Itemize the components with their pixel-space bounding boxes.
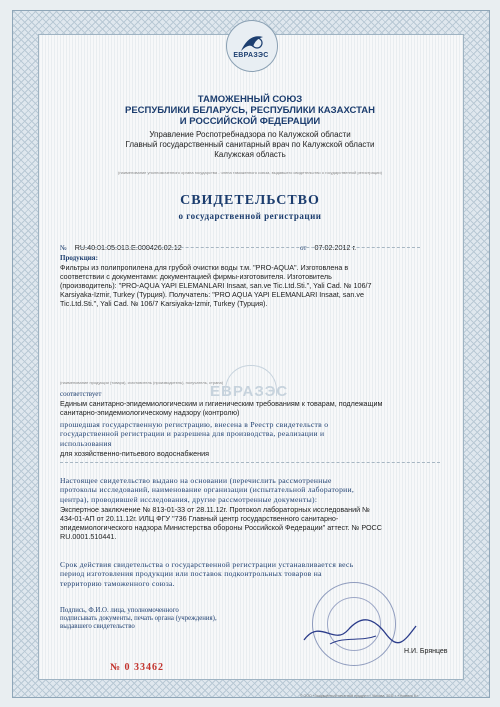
signature-caption-line: подписывать документы, печать органа (учреждения), bbox=[60, 615, 217, 622]
certificate-number-row bbox=[60, 237, 182, 255]
date-label: от bbox=[300, 244, 307, 252]
registry-line: использования bbox=[60, 438, 112, 448]
requirements-line: Единым санитарно-эпидемиологическим и гигиеническим требованиям к товарам, подлежащим bbox=[60, 399, 383, 408]
certificate-number: RU.40.01.05.013.Е.000426.02.12 bbox=[74, 243, 182, 252]
registry-line: прошедшая государственную регистрацию, внесена в Реестр свидетельств о bbox=[60, 420, 329, 429]
signature-caption bbox=[60, 607, 217, 631]
authority-line-2: Главный государственный санитарный врач по Калужской области bbox=[125, 140, 375, 149]
product-heading: Продукция: bbox=[60, 254, 98, 262]
number-label: № bbox=[60, 244, 67, 252]
certificate-subtitle: о государственной регистрации bbox=[178, 211, 322, 221]
basis-detail-line: эпидемиологического надзора Министерства обороны Российской Федерации" аттест. № РОСС bbox=[60, 523, 382, 532]
header-line-3: И РОССИЙСКОЙ ФЕДЕРАЦИИ bbox=[179, 116, 321, 127]
eurasec-emblem bbox=[226, 20, 278, 72]
basis-detail-line: Экспертное заключение № 813-01-33 от 28.11.12г. Протокол лабораторных исследований № bbox=[60, 505, 370, 514]
registry-statement bbox=[60, 420, 460, 448]
printer-footer: © ООО «Защищённый печатный продукт» г. Москва, 2011 г. «Уровень Б» bbox=[300, 694, 419, 698]
registry-line: государственной регистрации и разрешена для производства, реализации и bbox=[60, 429, 325, 439]
basis-detail-line: RU.0001.510441. bbox=[60, 532, 117, 541]
basis-detail-line: 434-01-АП от 20.11.12г. ИЛЦ ФГУ "736 Главный центр государственного санитарно- bbox=[60, 514, 339, 523]
signatory-name: Н.И. Брянцев bbox=[404, 648, 448, 655]
certificate-date: 07.02.2012 г. bbox=[314, 243, 357, 252]
basis-line: Настоящее свидетельство выдано на основании (перечислить рассмотренные bbox=[60, 476, 332, 485]
basis-line: протоколы исследований, наименование организации (испытательной лаборатории, bbox=[60, 485, 355, 495]
product-line: соответствии с документами: документацией фирмы-изготовителя. Изготовитель bbox=[60, 272, 332, 281]
header-line-1: ТАМОЖЕННЫЙ СОЮЗ bbox=[197, 94, 303, 105]
requirements-line: санитарно-эпидемиологическому надзору (контролю) bbox=[60, 408, 240, 417]
validity-line: период изготовления продукции или поставок подконтрольных товаров на bbox=[60, 569, 322, 579]
number-rule bbox=[80, 247, 420, 248]
product-line: Tic.Ltd.Sti.", Yali Cad. № 106/7 Karsiyaka-Izmir, Turkey (Турция). bbox=[60, 299, 268, 308]
basis-line: центра), проводившей исследования, другие рассмотренные документы): bbox=[60, 494, 318, 504]
signature-caption-line: выдавшего свидетельство bbox=[60, 623, 135, 630]
basis-documents bbox=[60, 505, 460, 541]
authority-line-3: Калужская область bbox=[214, 150, 286, 159]
product-line: Karsiyaka-Izmir, Turkey (Турция). Получатель: "PRO AQUA YAPI ELEMANLARI Insaat, san.ve bbox=[60, 290, 364, 299]
authority-note: (наименование уполномоченного органа государства - члена таможенного союза, выдавшего свидетельство о государственной регистрации) bbox=[118, 170, 382, 175]
watermark: ЕВРАЗЭС bbox=[210, 383, 289, 400]
header-line-2: РЕСПУБЛИКИ БЕЛАРУСЬ, РЕСПУБЛИКИ КАЗАХСТАН bbox=[124, 105, 376, 116]
authority-line-1: Управление Роспотребнадзора по Калужской области bbox=[149, 130, 351, 139]
basis-statement bbox=[60, 476, 460, 504]
customs-union-header bbox=[40, 94, 460, 127]
form-serial-number: № 0 33462 bbox=[110, 662, 165, 673]
certificate-title: СВИДЕТЕЛЬСТВО bbox=[180, 193, 320, 208]
validity-line: Срок действия свидетельства о государственной регистрации устанавливается весь bbox=[60, 560, 354, 569]
product-line: Фильтры из полипропилена для грубой очистки воды т.м. "PRO-AQUA". Изготовлена в bbox=[60, 263, 349, 272]
issuing-authority bbox=[40, 130, 460, 160]
emblem-label: ЕВРАЗЭС bbox=[233, 52, 269, 59]
signature-caption-line: Подпись, Ф.И.О. лица, уполномоченного bbox=[60, 607, 179, 614]
validity-line: территорию таможенного союза. bbox=[60, 578, 175, 588]
product-note: (наименование продукции (товара), изготовитель (производитель), получатель, страна) bbox=[60, 380, 224, 385]
product-description bbox=[60, 263, 460, 308]
certificate-date-row bbox=[300, 237, 356, 255]
meets-heading: соответствует bbox=[60, 390, 102, 398]
usage-area: для хозяйственно-питьевого водоснабжения bbox=[60, 449, 210, 458]
requirements bbox=[60, 399, 460, 417]
usage-rule bbox=[60, 462, 440, 463]
product-line: (производитель): "PRO-AQUA YAPI ELEMANLARI Insaat, san.ve Tic.Ltd.Sti.", Yali Cad. № 106/7 bbox=[60, 281, 372, 290]
validity-statement bbox=[60, 560, 460, 588]
handwritten-signature bbox=[300, 612, 420, 652]
